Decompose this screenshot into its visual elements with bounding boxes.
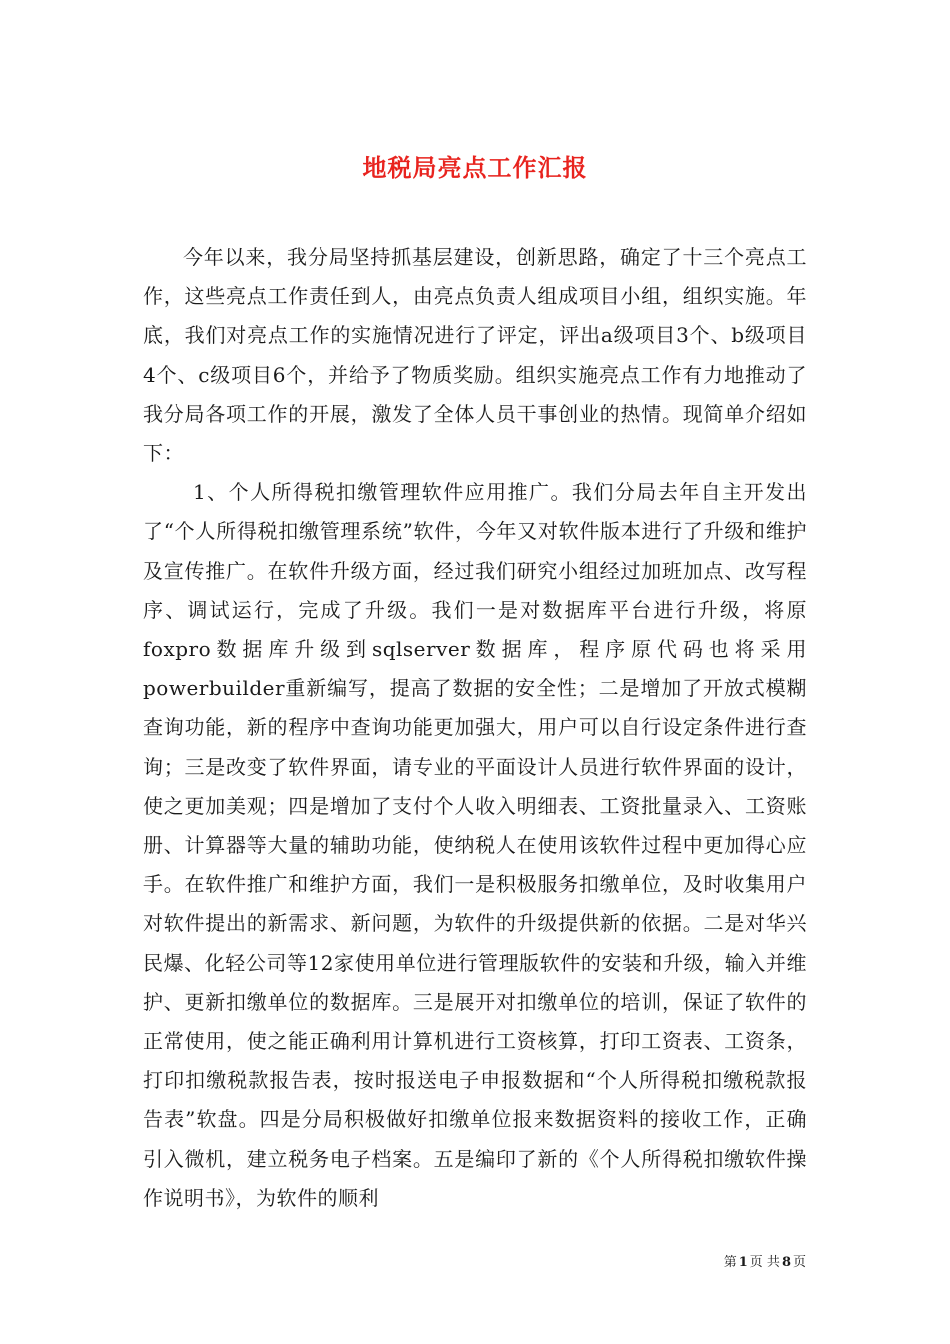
document-title: 地税局亮点工作汇报 [362, 153, 588, 183]
intro-paragraph: 今年以来，我分局坚持抓基层建设，创新思路，确定了十三个亮点工作，这些亮点工作责任到人，由亮点负责人组成项目小组，组织实施。年底，我们对亮点工作的实施情况进行了评定，评出a级项目3个、b级项目4个、c级项目6个，并给予了物质奖励。组织实施亮点工作有力地推动了我分局各项工作的开展，激发了全体人员干事创业的热情。现简单介绍如下： [143, 245, 807, 466]
footer-current-page: 1 [738, 1255, 748, 1270]
footer-suffix: 页 [792, 1255, 806, 1270]
footer-total-pages: 8 [781, 1255, 791, 1270]
item-1-paragraph: 1、个人所得税扣缴管理软件应用推广。我们分局去年自主开发出了“个人所得税扣缴管理系统”软件，今年又对软件版本进行了升级和维护及宣传推广。在软件升级方面，经过我们研究小组经过加班加点、改写程序、调试运行，完成了升级。我们一是对数据库平台进行升级，将原foxpro数据库升级到sqlserver数据库，程序原代码也将采用powerbuilder重新编写，提高了数据的安全性；二是增加了开放式模糊查询功能，新的程序中查询功能更加强大，用户可以自行设定条件进行查询；三是改变了软件界面，请专业的平面设计人员进行软件界面的设计，使之更加美观；四是增加了支付个人收入明细表、工资批量录入、工资账册、计算器等大量的辅助功能，使纳税人在使用该软件过程中更加得心应手。在软件推广和维护方面，我们一是积极服务扣缴单位，及时收集用户对软件提出的新需求、新问题，为软件的升级提供新的依据。二是对华兴民爆、化轻公司等12家使用单位进行管理版软件的安装和升级，输入并维护、更新扣缴单位的数据库。三是展开对扣缴单位的培训，保证了软件的正常使用，使之能正确利用计算机进行工资核算，打印工资表、工资条，打印扣缴税款报告表，按时报送电子申报数据和“个人所得税扣缴税款报告表”软盘。四是分局积极做好扣缴单位报来数据资料的接收工作，正确引入微机，建立税务电子档案。五是编印了新的《个人所得税扣缴软件操作说明书》，为软件的顺利 [143, 480, 807, 1210]
page-footer [724, 1251, 806, 1270]
document-body [143, 238, 807, 1218]
footer-middle: 页 共 [749, 1255, 780, 1270]
footer-prefix: 第 [723, 1255, 737, 1270]
